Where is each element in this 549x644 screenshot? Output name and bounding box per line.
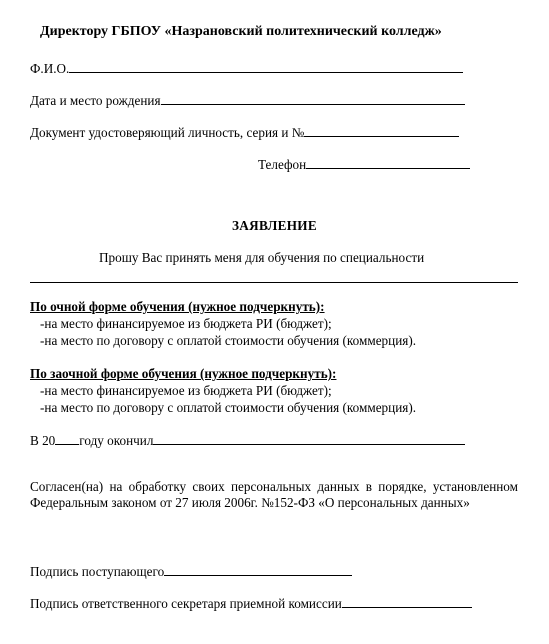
fio-blank[interactable] — [69, 59, 463, 73]
secretary-signature-field — [30, 594, 472, 612]
extramural-heading: По заочной форме обучения (нужное подчеркнуть): — [30, 366, 337, 381]
applicant-signature-blank[interactable] — [164, 562, 352, 576]
birth-label: Дата и место рождения — [30, 93, 161, 108]
birth-blank[interactable] — [161, 91, 465, 105]
extramural-option-budget[interactable]: -на место финансируемое из бюджета РИ (бюджет); — [40, 383, 332, 398]
document-blank[interactable] — [304, 123, 459, 137]
fio-field — [30, 59, 463, 77]
phone-blank[interactable] — [306, 155, 470, 169]
secretary-signature-label: Подпись ответственного секретаря приемной комиссии — [30, 596, 342, 611]
secretary-signature-blank[interactable] — [342, 594, 472, 608]
phone-field — [258, 155, 470, 173]
document-field — [30, 123, 459, 141]
applicant-signature-label: Подпись поступающего — [30, 564, 165, 579]
fulltime-option-budget[interactable]: -на место финансируемое из бюджета РИ (бюджет); — [40, 316, 332, 331]
request-text: Прошу Вас принять меня для обучения по специальности — [99, 250, 425, 265]
fulltime-heading: По очной форме обучения (нужное подчеркнуть): — [30, 299, 325, 314]
applicant-signature-field — [30, 562, 352, 580]
graduation-field — [30, 431, 465, 449]
graduation-prefix: В 20 — [30, 433, 56, 448]
document-label: Документ удостоверяющий личность, серия и № — [30, 125, 305, 140]
fulltime-option-commercial[interactable]: -на место по договору с оплатой стоимости обучения (коммерция). — [40, 333, 417, 348]
graduation-year-blank[interactable] — [55, 431, 79, 445]
graduation-middle: году окончил — [79, 433, 154, 448]
consent-text: Согласен(на) на обработку своих персональных данных в порядке, установленном Федеральным законом от 27 июля 2006г. №152-ФЗ «О персональных данных» — [30, 479, 518, 510]
phone-label: Телефон — [258, 157, 307, 172]
extramural-option-commercial[interactable]: -на место по договору с оплатой стоимости обучения (коммерция). — [40, 400, 417, 415]
graduation-school-blank[interactable] — [153, 431, 465, 445]
addressee-heading: Директору ГБПОУ «Назрановский политехнический колледж» — [40, 24, 442, 39]
birth-field — [30, 91, 465, 109]
statement-title: ЗАЯВЛЕНИЕ — [232, 218, 317, 233]
specialty-rule[interactable] — [30, 282, 518, 283]
fio-label: Ф.И.О. — [30, 61, 70, 76]
